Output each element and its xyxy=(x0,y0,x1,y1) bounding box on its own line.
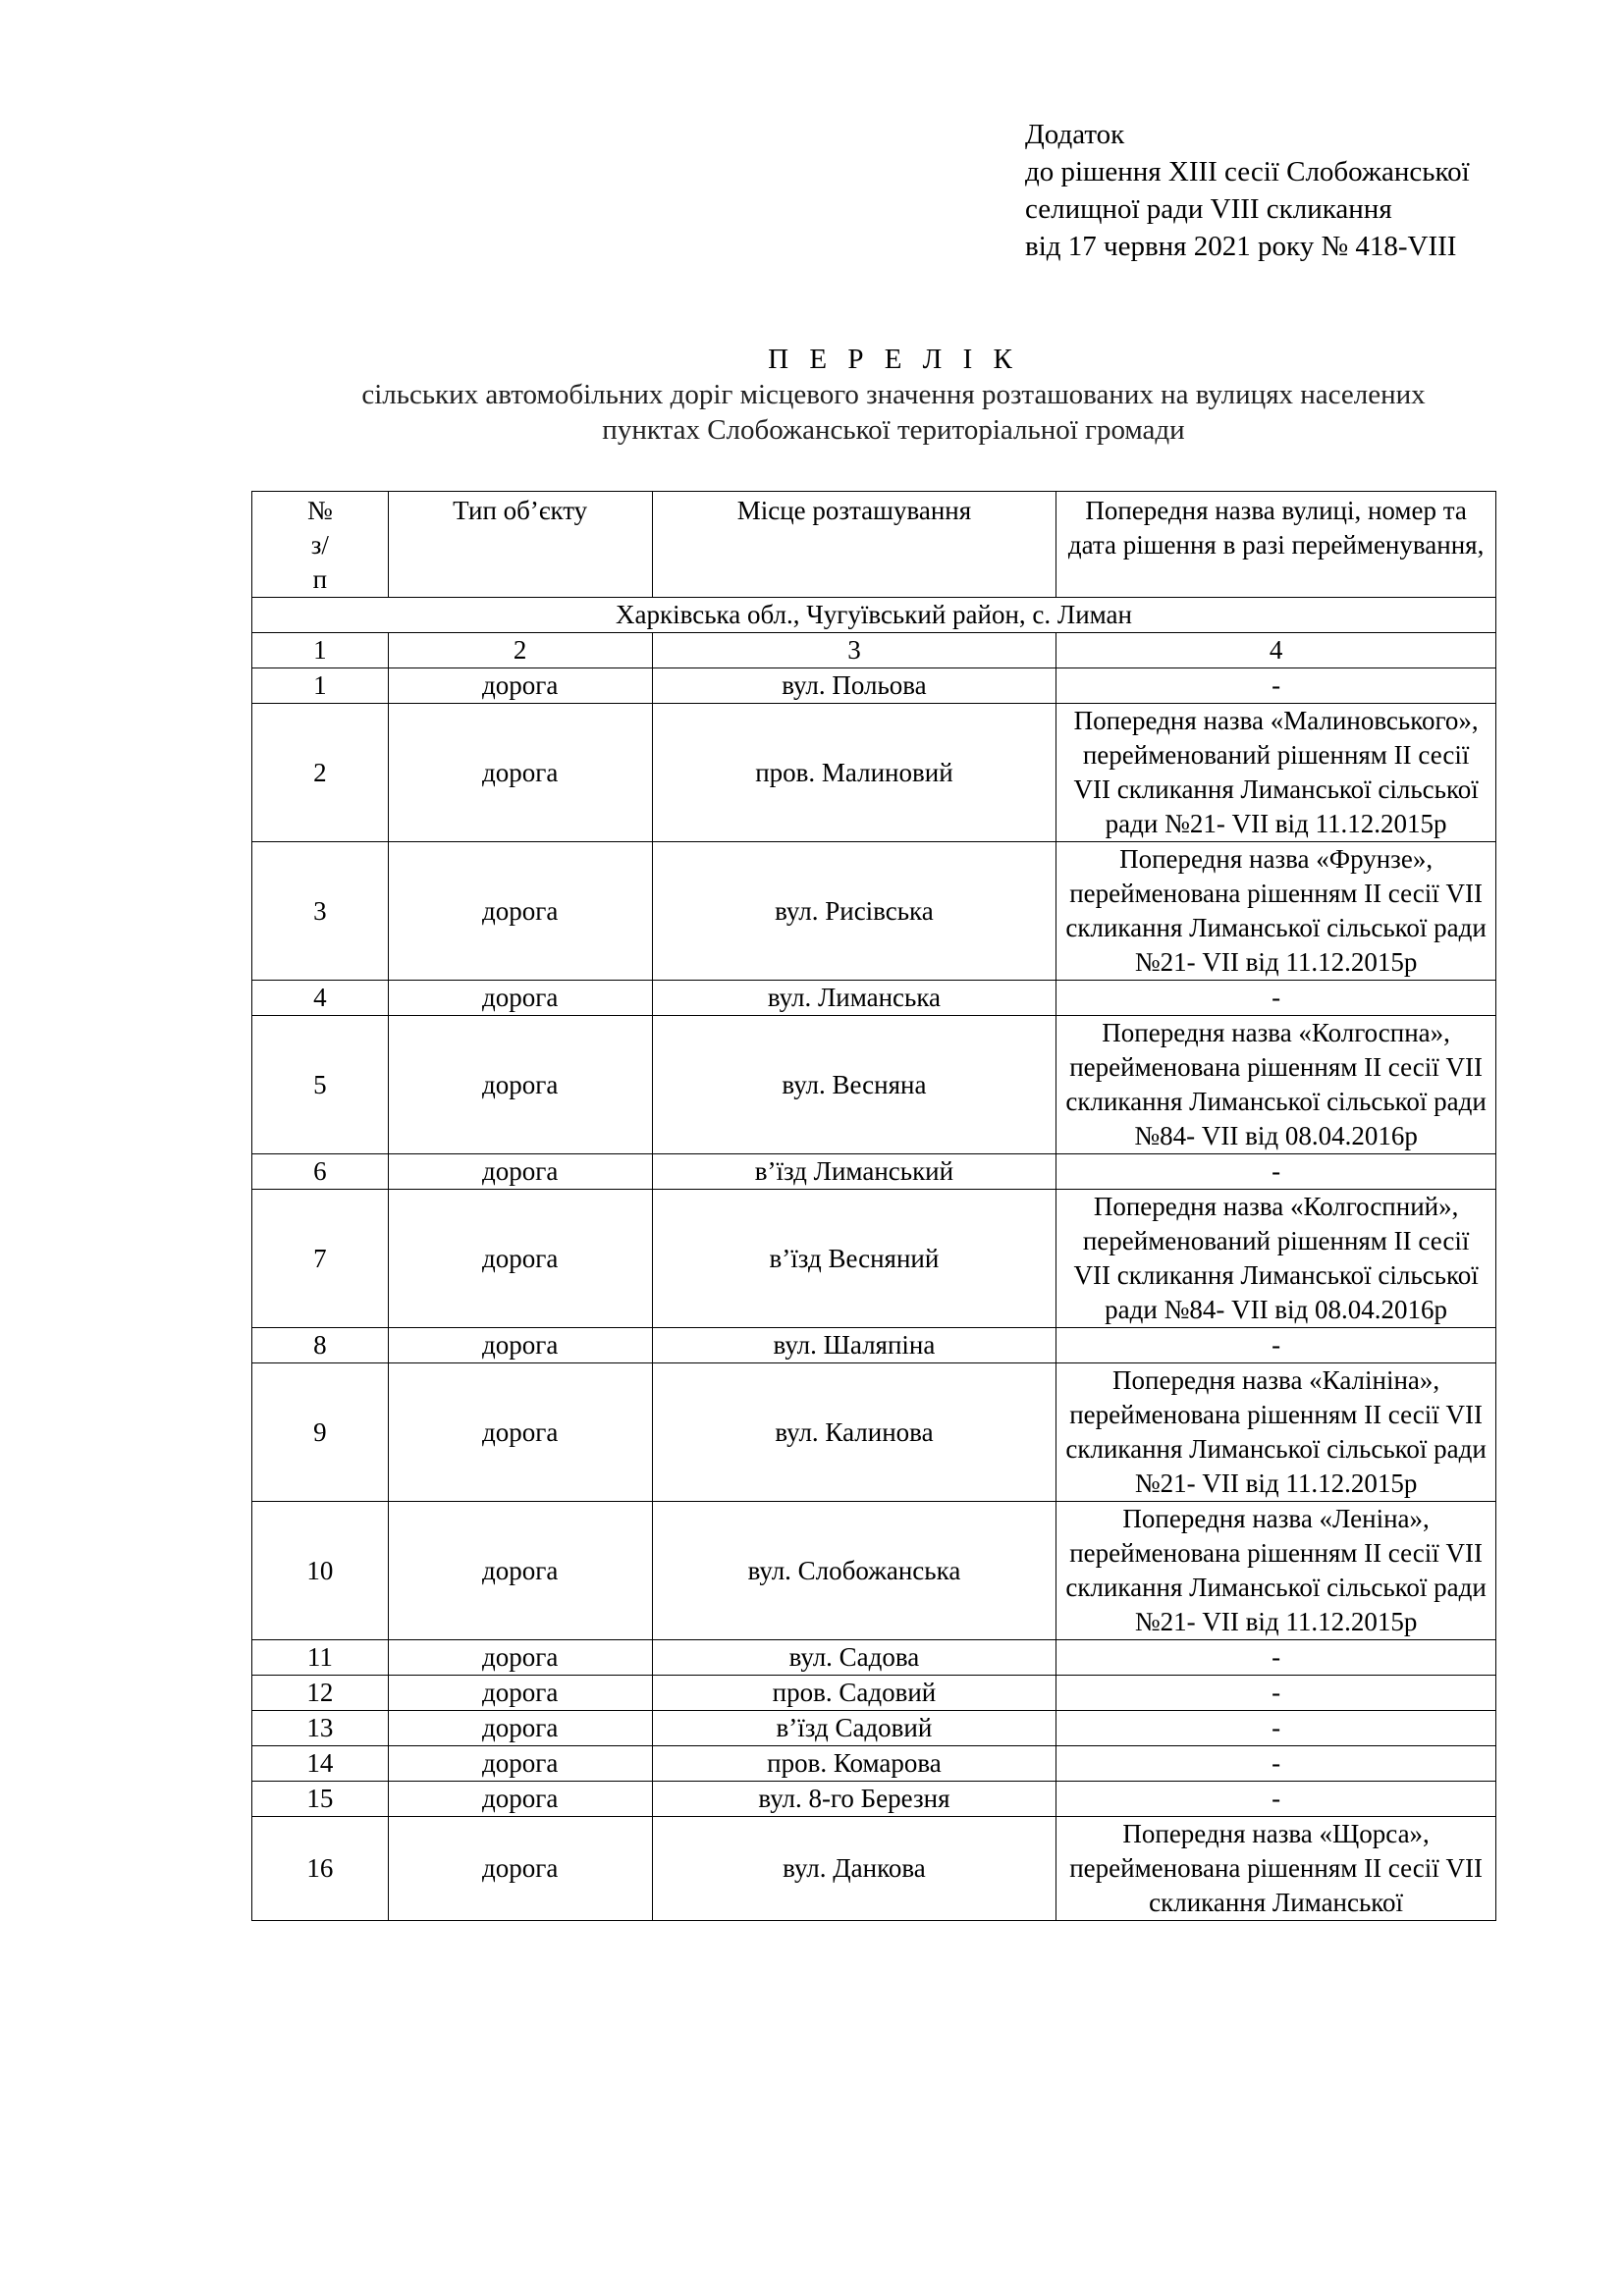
row-type-cell: дорога xyxy=(388,1328,652,1363)
row-number-cell: 1 xyxy=(252,668,389,704)
table-row xyxy=(252,1711,1496,1746)
row-number-cell: 13 xyxy=(252,1711,389,1746)
row-type-cell: дорога xyxy=(388,668,652,704)
header-previous-name: Попередня назва вулиці, номер та дата рішення в разі перейменування, xyxy=(1056,492,1496,598)
column-number-row xyxy=(252,633,1496,668)
row-previous-name-cell: - xyxy=(1056,1640,1496,1676)
row-number-cell: 16 xyxy=(252,1817,389,1921)
table-body xyxy=(252,598,1496,1921)
row-type-cell: дорога xyxy=(388,1640,652,1676)
row-number-cell: 14 xyxy=(252,1746,389,1782)
table-row xyxy=(252,1640,1496,1676)
row-location-cell: в’їзд Лиманський xyxy=(652,1154,1056,1190)
addendum-line-1: Додаток xyxy=(1025,119,1125,150)
row-location-cell: пров. Комарова xyxy=(652,1746,1056,1782)
row-previous-name-cell: - xyxy=(1056,668,1496,704)
column-number-cell: 4 xyxy=(1056,633,1496,668)
row-location-cell: пров. Садовий xyxy=(652,1676,1056,1711)
row-previous-name-cell: - xyxy=(1056,981,1496,1016)
addendum-block xyxy=(1025,116,1470,265)
row-number-cell: 5 xyxy=(252,1016,389,1154)
row-type-cell: дорога xyxy=(388,1363,652,1502)
table-row xyxy=(252,842,1496,981)
row-location-cell: вул. Рисівська xyxy=(652,842,1056,981)
header-number-part: п xyxy=(312,564,328,594)
header-number-part: з/ xyxy=(310,530,329,560)
table-row xyxy=(252,981,1496,1016)
row-previous-name-cell: - xyxy=(1056,1328,1496,1363)
row-number-cell: 11 xyxy=(252,1640,389,1676)
document-title-block xyxy=(196,342,1591,448)
addendum-line-3: селищної ради VІІІ скликання xyxy=(1025,193,1392,225)
row-type-cell: дорога xyxy=(388,1154,652,1190)
row-previous-name-cell: Попередня назва «Фрунзе», перейменована рішенням ІІ сесії VІІ скликання Лиманської сільської ради №21- VІІ від 11.12.2015р xyxy=(1056,842,1496,981)
table-row xyxy=(252,1363,1496,1502)
row-type-cell: дорога xyxy=(388,1711,652,1746)
column-number-cell: 2 xyxy=(388,633,652,668)
row-previous-name-cell: Попередня назва «Калініна», перейменована рішенням ІІ сесії VІІ скликання Лиманської сільської ради №21- VІІ від 11.12.2015р xyxy=(1056,1363,1496,1502)
row-type-cell: дорога xyxy=(388,1502,652,1640)
addendum-line-2: до рішення ХІІІ сесії Слобожанської xyxy=(1025,156,1470,187)
row-previous-name-cell: - xyxy=(1056,1676,1496,1711)
row-number-cell: 9 xyxy=(252,1363,389,1502)
table-row xyxy=(252,1502,1496,1640)
row-previous-name-cell: Попередня назва «Малиновського», перейменований рішенням ІІ сесії VІІ скликання Лиманської сільської ради №21- VІІ від 11.12.2015р xyxy=(1056,704,1496,842)
row-type-cell: дорога xyxy=(388,1676,652,1711)
row-previous-name-cell: Попередня назва «Колгоспна», перейменована рішенням ІІ сесії VІІ скликання Лиманської сільської ради №84- VІІ від 08.04.2016р xyxy=(1056,1016,1496,1154)
header-type: Тип об’єкту xyxy=(388,492,652,598)
table-header-row xyxy=(252,492,1496,598)
document-subtitle-line-2: пунктах Слобожанської територіальної громади xyxy=(602,414,1185,446)
roads-table xyxy=(251,491,1496,1921)
row-location-cell: вул. Калинова xyxy=(652,1363,1056,1502)
header-number-part: № xyxy=(306,496,333,525)
row-previous-name-cell: - xyxy=(1056,1711,1496,1746)
table-row xyxy=(252,1782,1496,1817)
row-location-cell: вул. 8-го Березня xyxy=(652,1782,1056,1817)
row-number-cell: 8 xyxy=(252,1328,389,1363)
row-previous-name-cell: - xyxy=(1056,1746,1496,1782)
row-location-cell: вул. Весняна xyxy=(652,1016,1056,1154)
row-previous-name-cell: - xyxy=(1056,1782,1496,1817)
row-previous-name-cell: Попередня назва «Леніна», перейменована рішенням ІІ сесії VІІ скликання Лиманської сільської ради №21- VІІ від 11.12.2015р xyxy=(1056,1502,1496,1640)
addendum-line-4: від 17 червня 2021 року № 418-VІІІ xyxy=(1025,231,1457,262)
row-type-cell: дорога xyxy=(388,1746,652,1782)
region-cell: Харківська обл., Чугуївський район, с. Лиман xyxy=(252,598,1496,633)
column-number-cell: 1 xyxy=(252,633,389,668)
row-type-cell: дорога xyxy=(388,704,652,842)
row-number-cell: 7 xyxy=(252,1190,389,1328)
row-type-cell: дорога xyxy=(388,1782,652,1817)
row-previous-name-cell: Попередня назва «Щорса», перейменована рішенням ІІ сесії VІІ скликання Лиманської xyxy=(1056,1817,1496,1921)
row-type-cell: дорога xyxy=(388,842,652,981)
table-row xyxy=(252,668,1496,704)
document-subtitle-line-1: сільських автомобільних доріг місцевого значення розташованих на вулицях населених xyxy=(361,379,1426,410)
row-number-cell: 3 xyxy=(252,842,389,981)
row-number-cell: 15 xyxy=(252,1782,389,1817)
row-location-cell: в’їзд Садовий xyxy=(652,1711,1056,1746)
table-row xyxy=(252,1817,1496,1921)
row-location-cell: пров. Малиновий xyxy=(652,704,1056,842)
row-number-cell: 4 xyxy=(252,981,389,1016)
row-location-cell: вул. Лиманська xyxy=(652,981,1056,1016)
row-type-cell: дорога xyxy=(388,981,652,1016)
row-previous-name-cell: Попередня назва «Колгоспний», перейменований рішенням ІІ сесії VІІ скликання Лиманської сільської ради №84- VІІ від 08.04.2016р xyxy=(1056,1190,1496,1328)
row-number-cell: 6 xyxy=(252,1154,389,1190)
table-row xyxy=(252,704,1496,842)
row-location-cell: вул. Слобожанська xyxy=(652,1502,1056,1640)
table-row xyxy=(252,1328,1496,1363)
region-row xyxy=(252,598,1496,633)
table-row xyxy=(252,1016,1496,1154)
header-location: Місце розташування xyxy=(652,492,1056,598)
header-number xyxy=(252,492,389,598)
table-row xyxy=(252,1676,1496,1711)
row-location-cell: вул. Шаляпіна xyxy=(652,1328,1056,1363)
row-type-cell: дорога xyxy=(388,1190,652,1328)
table-row xyxy=(252,1746,1496,1782)
row-previous-name-cell: - xyxy=(1056,1154,1496,1190)
row-number-cell: 10 xyxy=(252,1502,389,1640)
document-title: П Е Р Е Л І К xyxy=(768,344,1019,375)
row-location-cell: вул. Польова xyxy=(652,668,1056,704)
row-type-cell: дорога xyxy=(388,1016,652,1154)
row-location-cell: вул. Садова xyxy=(652,1640,1056,1676)
table-row xyxy=(252,1154,1496,1190)
row-location-cell: вул. Данкова xyxy=(652,1817,1056,1921)
table-row xyxy=(252,1190,1496,1328)
column-number-cell: 3 xyxy=(652,633,1056,668)
row-type-cell: дорога xyxy=(388,1817,652,1921)
row-number-cell: 12 xyxy=(252,1676,389,1711)
row-number-cell: 2 xyxy=(252,704,389,842)
row-location-cell: в’їзд Весняний xyxy=(652,1190,1056,1328)
